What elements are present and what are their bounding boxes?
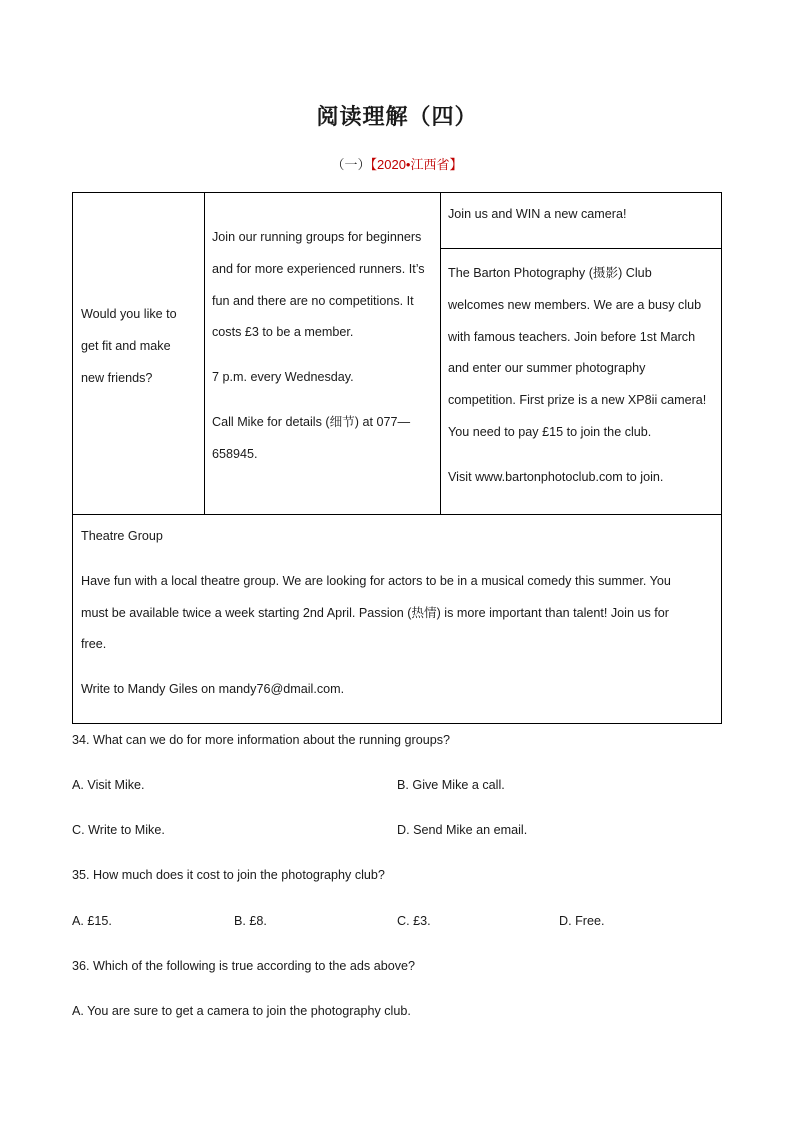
question-stem: 36. Which of the following is true according to the ads above? (72, 959, 416, 973)
ad-intro-line: get fit and make (81, 338, 171, 353)
running-ad-line: costs £3 to be a member. (212, 325, 354, 340)
answer-option: C. £3. (397, 914, 431, 928)
page-title: 阅读理解（四） (316, 105, 478, 130)
running-ad-line: fun and there are no competitions. It (212, 293, 414, 308)
running-ad-contact: 658945. (212, 446, 258, 461)
answer-option: D. Send Mike an email. (397, 823, 528, 837)
photo-ad-heading: Join us and WIN a new camera! (448, 207, 627, 221)
photo-ad-line: and enter our summer photography (448, 361, 646, 376)
photo-ad-line: welcomes new members. We are a busy club (448, 297, 702, 312)
running-ad-line: Join our running groups for beginners (212, 230, 422, 244)
photo-ad-visit: Visit www.bartonphotoclub.com to join. (448, 469, 664, 484)
theatre-ad-contact: Write to Mandy Giles on mandy76@dmail.com. (81, 682, 345, 697)
ad-intro-cell (73, 193, 205, 515)
answer-option: B. £8. (234, 914, 267, 928)
section-subtitle (0, 154, 794, 173)
answer-option: B. Give Mike a call. (397, 778, 505, 792)
ads-table (72, 192, 722, 724)
theatre-ad-heading: Theatre Group (81, 529, 163, 543)
source-tag: 【2020•江西省】 (370, 157, 463, 172)
running-ad-line: and for more experienced runners. It’s (212, 261, 425, 276)
question-stem: 34. What can we do for more information about the running groups? (72, 733, 451, 747)
section-number: （一） (331, 157, 371, 172)
answer-option: A. £15. (72, 914, 112, 928)
photo-ad-cell (441, 249, 721, 515)
question-stem: 35. How much does it cost to join the photography club? (72, 868, 385, 882)
photo-ad-line: The Barton Photography (摄影) Club (448, 266, 652, 280)
running-ad-cell (205, 193, 441, 515)
photo-ad-line: competition. First prize is a new XP8ii camera! (448, 393, 707, 408)
photo-ad-line: with famous teachers. Join before 1st March (448, 329, 696, 344)
theatre-ad-line: free. (81, 637, 107, 652)
answer-option: D. Free. (559, 914, 605, 928)
answer-option: A. You are sure to get a camera to join the photography club. (72, 1004, 411, 1018)
photo-ad-line: You need to pay £15 to join the club. (448, 424, 652, 439)
theatre-ad-line: Have fun with a local theatre group. We are looking for actors to be in a musical comedy this summer. You (81, 573, 671, 588)
running-ad-contact: Call Mike for details (细节) at 077— (212, 414, 411, 429)
theatre-ad-cell (73, 515, 721, 723)
answer-option: C. Write to Mike. (72, 823, 165, 837)
photo-ad-heading-cell (441, 193, 721, 249)
answer-option: A. Visit Mike. (72, 778, 145, 792)
ad-intro-line: new friends? (81, 370, 153, 385)
running-ad-time: 7 p.m. every Wednesday. (212, 370, 354, 385)
ad-intro-line: Would you like to (81, 307, 177, 321)
theatre-ad-line: must be available twice a week starting 2nd April. Passion (热情) is more important than talent! Join us for (81, 605, 669, 620)
